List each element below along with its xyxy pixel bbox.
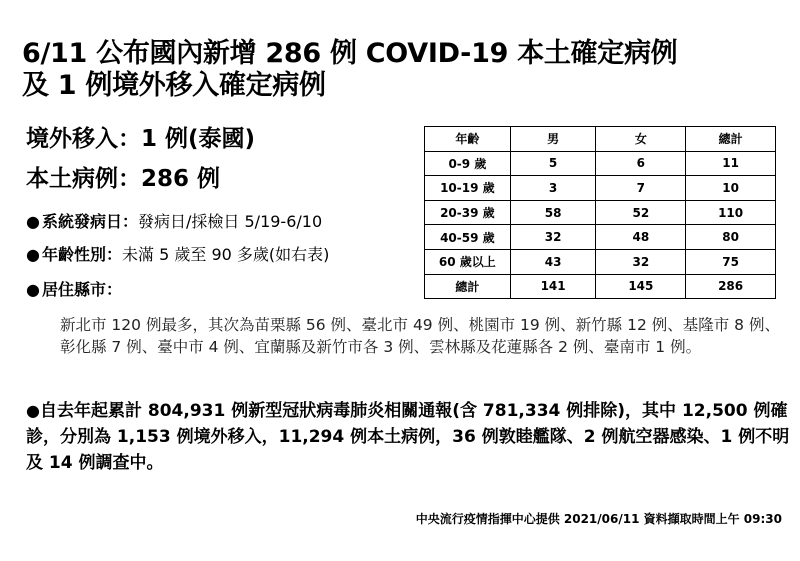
agegender-label: 年齡性別： [42,245,123,264]
female-cell: 32 [596,249,686,274]
bullet-dot-icon: ● [26,245,40,264]
local-cases [26,165,220,193]
table-total-row [425,274,776,299]
table-row [425,249,776,274]
table-header-row [425,127,776,152]
header-total: 總計 [686,127,776,152]
imported-cases [26,125,255,153]
total-cell: 80 [686,225,776,250]
female-cell: 7 [596,176,686,201]
age-cell: 0-9 歲 [425,151,511,176]
header-age: 年齡 [425,127,511,152]
table-row [425,151,776,176]
cumulative-summary [26,398,791,476]
local-label: 本土病例： [26,166,141,192]
page-title [22,38,792,102]
table-row [425,200,776,225]
age-cell: 60 歲以上 [425,249,511,274]
bullet-dot-icon: ● [26,280,40,299]
male-cell: 3 [510,176,596,201]
female-cell: 48 [596,225,686,250]
residence-cities-text: 新北市 120 例最多，其次為苗栗縣 56 例、臺北市 49 例、桃園市 19 例、新竹縣 12 例、基隆市 8 例、彰化縣 7 例、臺中市 4 例、宜蘭縣及新竹市各 3 例、雲林縣及花蓮縣各 2 例、臺南市 1 例。 [60,316,780,356]
onset-label: 系統發病日： [42,212,139,231]
imported-value: 1 例(泰國) [141,126,256,152]
imported-label: 境外移入： [26,126,141,152]
age-cell: 40-59 歲 [425,225,511,250]
total-cell: 110 [686,200,776,225]
onset-value: 發病日/採檢日 5/19-6/10 [138,212,323,231]
residence-bullet [26,279,122,301]
header-female: 女 [596,127,686,152]
female-cell: 145 [596,274,686,299]
residence-label: 居住縣市： [42,280,123,299]
female-cell: 52 [596,200,686,225]
male-cell: 141 [510,274,596,299]
male-cell: 32 [510,225,596,250]
male-cell: 5 [510,151,596,176]
bullet-dot-icon: ● [26,401,40,420]
age-gender-table [424,126,776,299]
local-value: 286 例 [141,166,221,192]
source-footer: 中央流行疫情指揮中心提供 2021/06/11 資料擷取時間上午 09:30 [415,512,782,526]
age-cell: 20-39 歲 [425,200,511,225]
male-cell: 58 [510,200,596,225]
bullet-dot-icon: ● [26,212,40,231]
title-line-2: 及 1 例境外移入確定病例 [22,70,326,101]
age-cell: 總計 [425,274,511,299]
header-male: 男 [510,127,596,152]
table-row [425,176,776,201]
total-cell: 286 [686,274,776,299]
agegender-bullet [26,244,329,266]
agegender-value: 未滿 5 歲至 90 多歲(如右表) [122,245,330,264]
total-cell: 75 [686,249,776,274]
table-row [425,225,776,250]
age-cell: 10-19 歲 [425,176,511,201]
total-cell: 11 [686,151,776,176]
female-cell: 6 [596,151,686,176]
onset-bullet [26,211,322,233]
title-line-1: 6/11 公布國內新增 286 例 COVID-19 本土確定病例 [22,38,678,69]
total-cell: 10 [686,176,776,201]
male-cell: 43 [510,249,596,274]
summary-text: 自去年起累計 804,931 例新型冠狀病毒肺炎相關通報(含 781,334 例排除)，其中 12,500 例確診，分別為 1,153 例境外移入，11,294 例本土病例，36 例敦睦艦隊、2 例航空器感染、1 例不明及 14 例調查中。 [26,401,790,473]
